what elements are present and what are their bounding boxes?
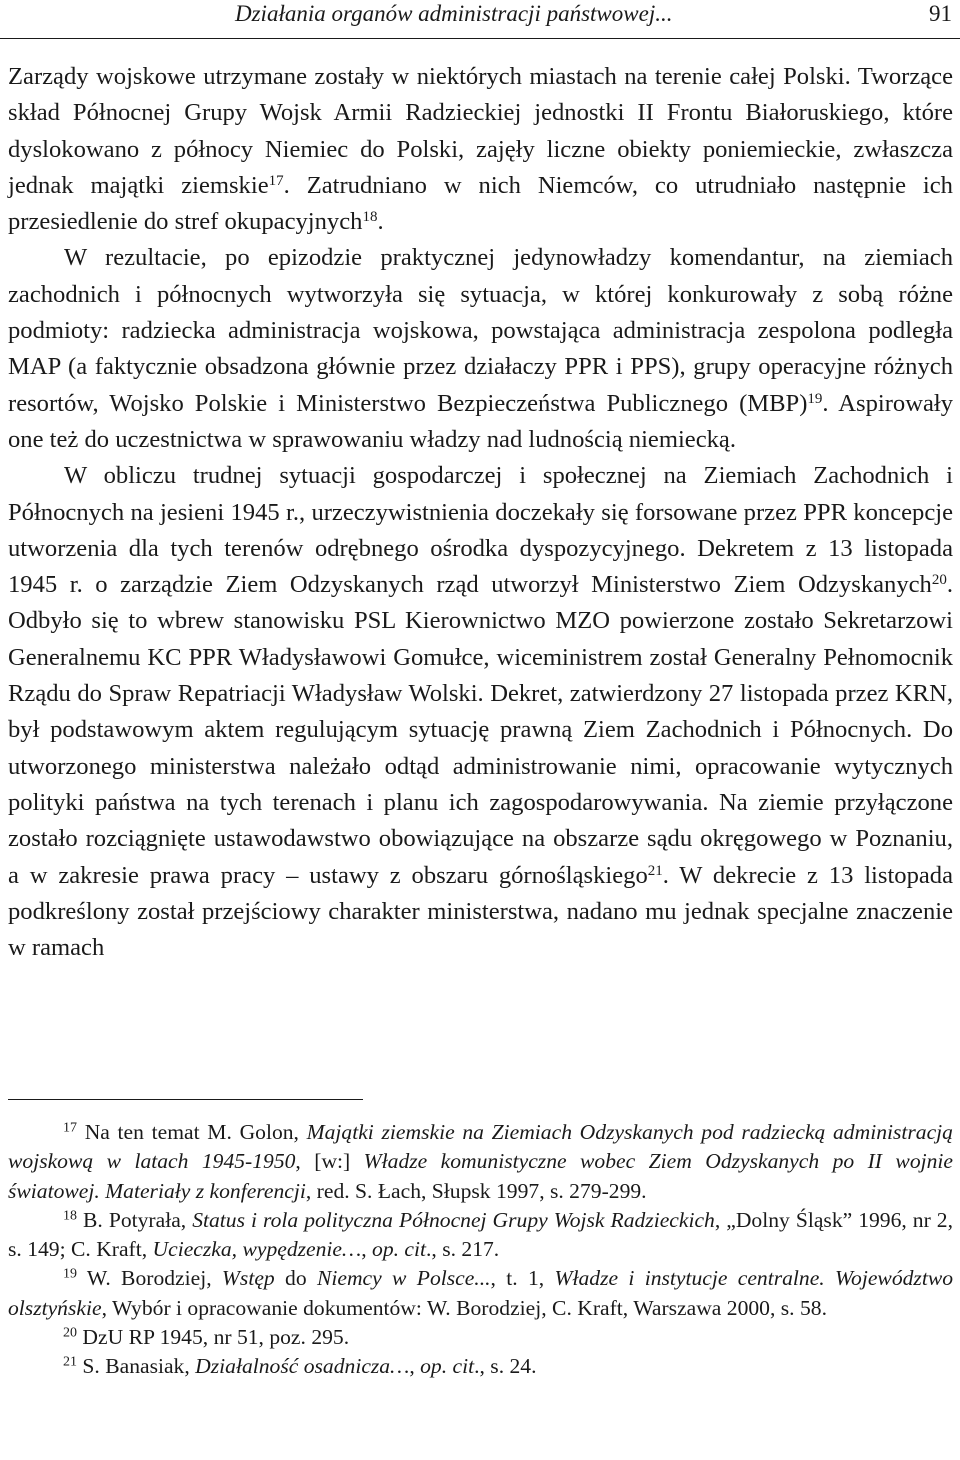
footnote-text: W. Borodziej,: [77, 1266, 222, 1291]
running-header: [0, 0, 960, 39]
footnote-text: ,: [361, 1237, 373, 1262]
footnote-title: Władze komunistyczne wobec Ziem Odzyskanych po II wojnie światowej. Materiały z konferencji: [8, 1149, 953, 1203]
footnote-20: [8, 1323, 953, 1352]
footnote-title: Działalność osadnicza…: [195, 1354, 410, 1379]
footnote-text: , [w:]: [295, 1149, 364, 1174]
footnote-title: Ucieczka, wypędzenie…: [152, 1237, 362, 1262]
footnote-17: [8, 1118, 953, 1206]
footnote-text: , Wybór i opracowanie dokumentów: W. Borodziej, C. Kraft, Warszawa 2000, s. 58.: [101, 1295, 827, 1320]
footnote-number: 20: [63, 1325, 77, 1341]
footnote-number: 19: [63, 1266, 77, 1282]
body-text: [8, 59, 953, 966]
footnote-text: S. Banasiak,: [77, 1354, 196, 1379]
paragraph-1: [8, 59, 953, 240]
footnotes: [8, 1118, 953, 1382]
footnote-text: DzU RP 1945, nr 51, poz. 295.: [77, 1325, 350, 1350]
paragraph-text: Zarządy wojskowe utrzymane zostały w niektórych miastach na terenie całej Polski. Tworzące skład Północnej Grupy Wojsk Armii Radzieckiej jednostki II Frontu Białoruskiego, które dyslokowano z północy Niemiec do Polski, zajęły liczne obiekty poniemieckie, zwłaszcza jednak majątki ziemskie: [8, 63, 953, 199]
footnote-text: do: [274, 1266, 317, 1291]
paragraph-text: .: [377, 208, 384, 236]
footnote-number: 17: [63, 1120, 77, 1136]
paragraph-text: . Zatrudniano w nich Niemców, co utrudniało następnie ich przesiedlenie do stref okupacyjnych: [8, 171, 953, 236]
footnote-text: ., s. 217.: [426, 1237, 500, 1262]
paragraph-text: W rezultacie, po epizodzie praktycznej jedynowładzy komendantur, na ziemiach zachodnich i północnych wytworzyła się sytuacja, w której konkurowały z sobą różne podmioty: radziecka administracja wojskowa, powstająca administracja zespolona podległa MAP (a faktycznie obsadzona głównie przez działaczy PPR i PPS), grupy operacyjne różnych resortów, Wojsko Polskie i Ministerstwo Bezpieczeństwa Publicznego (MBP): [8, 244, 953, 417]
footnote-text: Na ten temat M. Golon,: [77, 1120, 307, 1144]
footnote-title: op. cit: [420, 1354, 475, 1379]
paragraph-text: W obliczu trudnej sytuacji gospodarczej i społecznej na Ziemiach Zachodnich i Północnych na jesieni 1945 r., urzeczywistnienia doczekały się forsowane przez PPR koncepcje utworzenia dla tych terenów odrębnego ośrodka dyspozycyjnego. Dekretem z 13 listopada 1945 r. o zarządzie Ziem Odzyskanych rząd utworzył Ministerstwo Ziem Odzyskanych: [8, 462, 953, 599]
running-title: Działania organów administracji państwowej...: [235, 1, 673, 26]
paragraph-3: [8, 458, 953, 966]
footnote-ref-17[interactable]: 17: [268, 172, 284, 189]
footnote-19: [8, 1264, 953, 1323]
footnote-18: [8, 1206, 953, 1265]
footnote-text: , t. 1,: [490, 1266, 555, 1291]
footnote-separator: [8, 1099, 363, 1100]
page-number: 91: [929, 1, 952, 26]
footnote-ref-19[interactable]: 19: [807, 390, 823, 407]
paragraph-text: . Odbyło się to wbrew stanowisku PSL Kierownictwo MZO powierzone zostało Sekretarzowi Generalnemu KC PPR Władysławowi Gomułce, wiceministrem został Generalny Pełnomocnik Rządu do Spraw Repatriacji Władysław Wolski. Dekret, zatwierdzony 27 listopada przez KRN, był podstawowym aktem regulującym sytuację prawną Ziem Zachodnich i Północnych. Do utworzonego ministerstwa należało odtąd administrowanie nimi, opracowanie wytycznych polityki państwa na tych terenach i planu ich zagospodarowywania. Na ziemie przyłączone zostało rozciągnięte ustawodawstwo obowiązujące na obszarze sądu okręgowego w Poznaniu, a w zakresie prawa pracy – ustawy z obszaru górnośląskiego: [8, 571, 953, 889]
paragraph-text: . Aspirowały one też do uczestnictwa w sprawowaniu władzy nad ludnością niemiecką.: [8, 389, 953, 453]
footnote-text: ,: [409, 1354, 421, 1379]
footnote-title: Status i rola polityczna Północnej Grupy Wojsk Radzieckich: [192, 1207, 715, 1232]
footnote-title: Władze i instytucje centralne. Województwo olsztyńskie: [8, 1266, 954, 1320]
footnote-title: op. cit: [372, 1237, 426, 1262]
footnote-number: 18: [63, 1208, 77, 1224]
footnote-number: 21: [63, 1354, 77, 1370]
paragraph-2: [8, 240, 953, 458]
paragraph-text: . W dekrecie z 13 listopada podkreślony został przejściowy charakter ministerstwa, nadano mu jednak specjalne znaczenie w ramach: [8, 861, 953, 962]
footnote-text: , red. S. Łach, Słupsk 1997, s. 279-299.: [305, 1178, 647, 1203]
footnote-text: B. Potyrała,: [77, 1207, 193, 1232]
footnote-title: Wstęp: [221, 1266, 275, 1291]
footnote-ref-20[interactable]: 20: [931, 571, 947, 588]
footnote-text: ., s. 24.: [474, 1354, 537, 1379]
footnote-ref-18[interactable]: 18: [362, 208, 378, 225]
footnote-ref-21[interactable]: 21: [647, 862, 663, 879]
footnote-title: Niemcy w Polsce...: [316, 1266, 491, 1291]
footnote-21: [8, 1352, 953, 1381]
footnote-title: Majątki ziemskie na Ziemiach Odzyskanych pod radziecką administracją wojskową w latach 1945-1950: [8, 1120, 953, 1174]
footnote-text: , „Dolny Śląsk” 1996, nr 2, s. 149; C. Kraft,: [8, 1207, 954, 1262]
